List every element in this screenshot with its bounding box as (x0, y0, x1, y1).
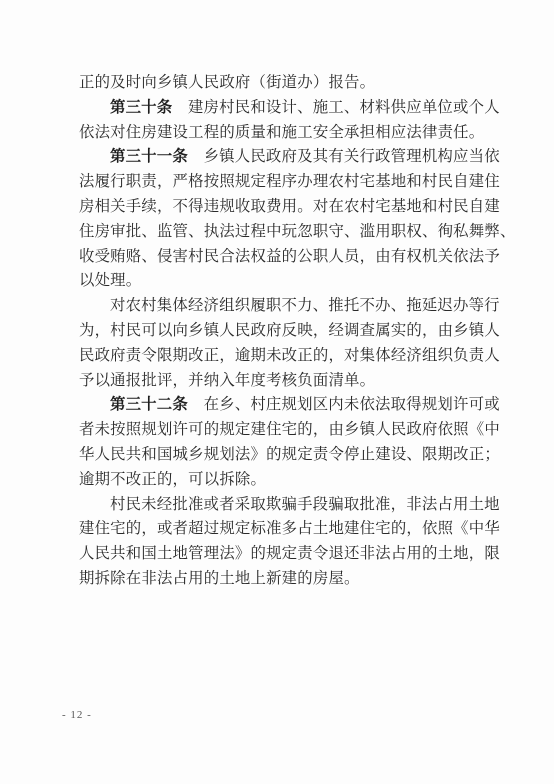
line-text: 逾期不改正的，可以拆除。 (79, 469, 267, 488)
text-line (79, 368, 483, 393)
line-text: 民政府责令限期改正，逾期未改正的，对集体经济组织负责人 (79, 345, 500, 364)
article-number: 第三十一条 (110, 147, 188, 166)
article-line (79, 144, 500, 169)
text-line (79, 343, 500, 368)
line-text: 建房村民和设计、施工、材料供应单位或个人 (187, 97, 500, 116)
text-line (79, 417, 500, 442)
line-text: 以处理。 (79, 271, 142, 290)
article-line (79, 392, 500, 417)
line-text: 期拆除在非法占用的土地上新建的房屋。 (79, 568, 360, 587)
text-line (79, 318, 500, 343)
line-text: 收受贿赂、侵害村民合法权益的公职人员，由有权机关依法予 (79, 246, 500, 265)
line-text: 法履行职责，严格按照规定程序办理农村宅基地和村民自建住 (79, 172, 500, 191)
line-text: 房相关手续，不得违规收取费用。对在农村宅基地和村民自建 (79, 196, 500, 215)
line-text: 人民共和国土地管理法》的规定责令退还非法占用的土地，限 (79, 544, 500, 563)
text-line (79, 442, 500, 467)
article-number: 第三十条 (110, 97, 173, 116)
line-text: 华人民共和国城乡规划法》的规定责令停止建设、限期改正； (79, 444, 500, 463)
line-text: 村民未经批准或者采取欺骗手段骗取批准，非法占用土地 (110, 494, 500, 513)
text-line (79, 219, 516, 244)
line-text: 正的及时向乡镇人民政府（街道办）报告。 (79, 73, 376, 91)
line-text: 者未按照规划许可的规定建住宅的，由乡镇人民政府依照《中 (79, 420, 500, 439)
line-text: 为，村民可以向乡镇人民政府反映，经调查属实的，由乡镇人 (79, 320, 500, 339)
article-number: 第三十二条 (110, 395, 188, 414)
text-line (79, 516, 500, 541)
line-text: 依法对住房建设工程的质量和施工安全承担相应法律责任。 (79, 122, 485, 141)
line-text: 对农村集体经济组织履职不力、推托不办、拖延迟办等行 (110, 296, 500, 315)
text-line (79, 194, 500, 219)
text-line (79, 293, 500, 318)
article-line (79, 95, 500, 120)
document-body (79, 70, 516, 591)
page-number: - 12 - (62, 709, 92, 721)
line-text: 在乡、村庄规划区内未依法取得规划许可或 (203, 395, 500, 414)
text-line (79, 541, 500, 566)
line-text: 予以通报批评，并纳入年度考核负面清单。 (79, 370, 376, 389)
text-line (79, 120, 483, 145)
text-line (79, 244, 500, 269)
text-line (79, 492, 500, 517)
text-line (79, 467, 483, 492)
text-line (79, 70, 483, 95)
text-line (79, 268, 483, 293)
text-line (79, 566, 483, 591)
line-text: 建住宅的，或者超过规定标准多占土地建住宅的，依照《中华 (79, 519, 500, 538)
line-text: 乡镇人民政府及其有关行政管理机构应当依 (203, 147, 500, 166)
line-text: 住房审批、监管、执法过程中玩忽职守、滥用职权、徇私舞弊、 (79, 221, 516, 240)
text-line (79, 169, 500, 194)
